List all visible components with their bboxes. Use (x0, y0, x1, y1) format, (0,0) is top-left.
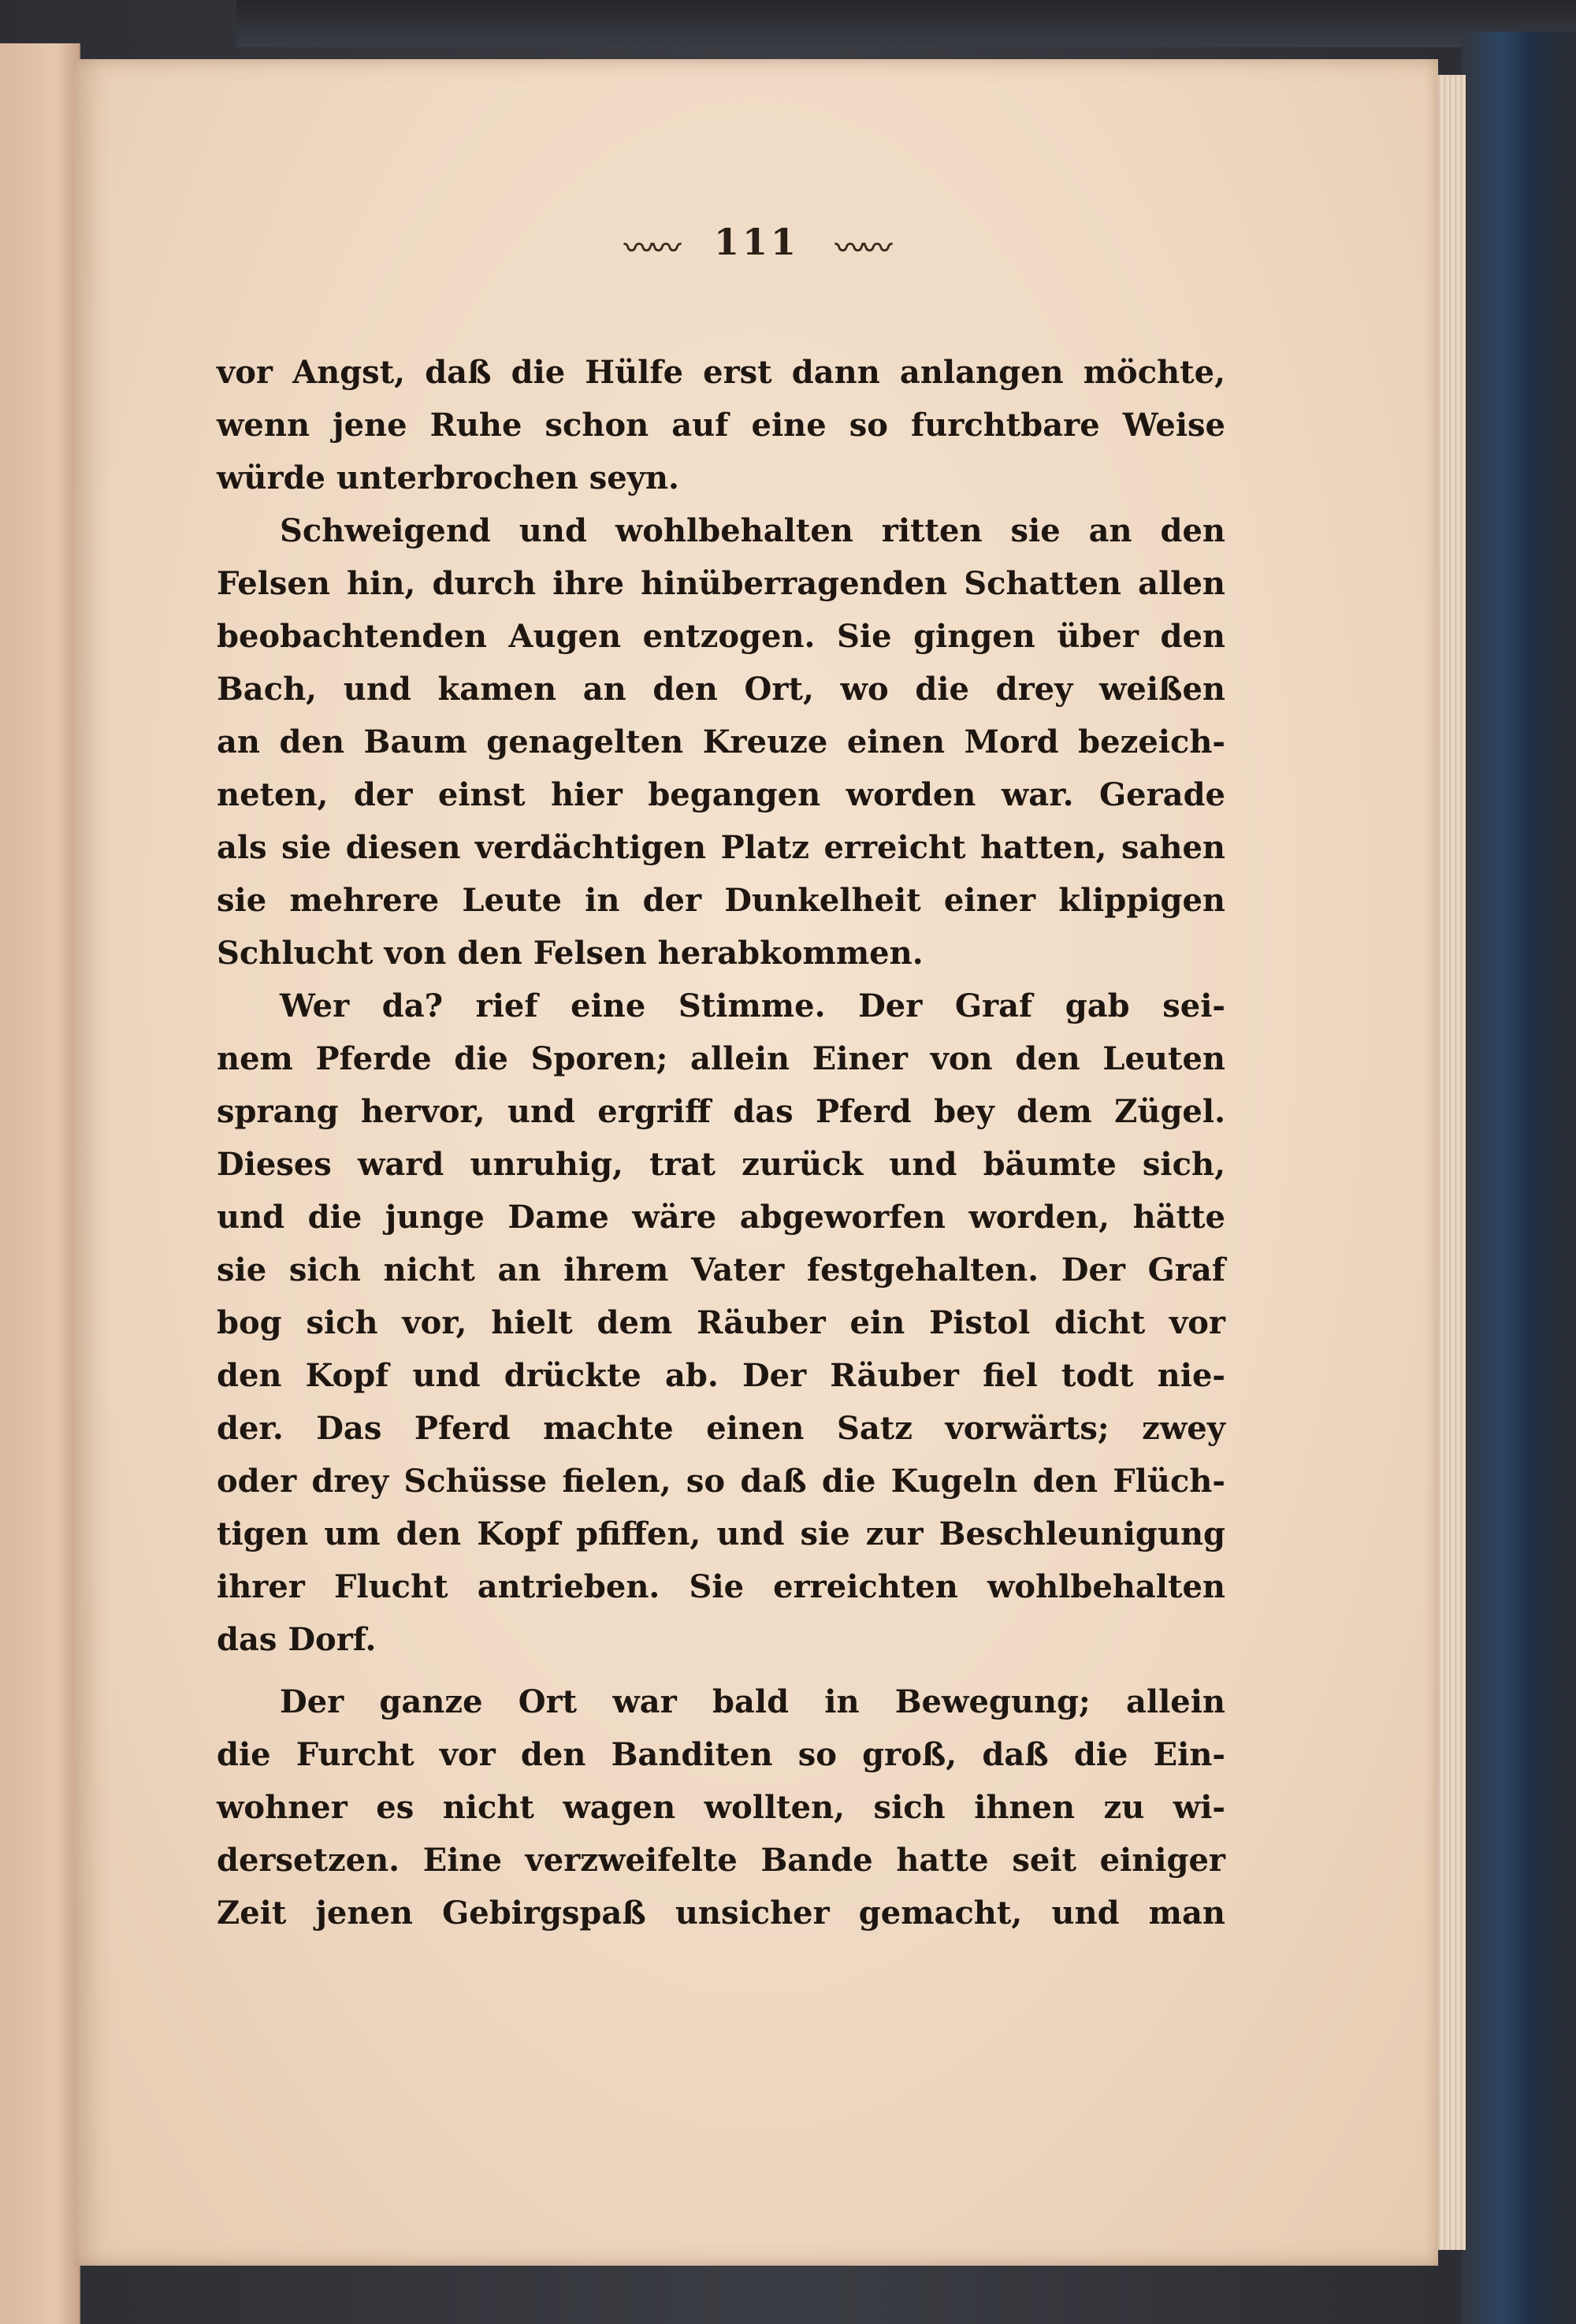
text-line: bog sich vor, hielt dem Räuber ein Pistol dicht vor (217, 1304, 1225, 1341)
text-line: Wer da? rief eine Stimme. Der Graf gab sei- (280, 987, 1225, 1024)
text-line: würde unterbrochen seyn. (217, 459, 679, 496)
text-line: den Kopf und drückte ab. Der Räuber fiel todt nie- (217, 1357, 1225, 1394)
text-line: Bach, und kamen an den Ort, wo die drey weißen (217, 671, 1225, 708)
text-line: nem Pferde die Sporen; allein Einer von den Leuten (217, 1040, 1225, 1077)
ornament-left: 〰〰 (623, 229, 678, 266)
text-line: Schweigend und wohlbehalten ritten sie an den (280, 512, 1225, 549)
text-line: Der ganze Ort war bald in Bewegung; allein (280, 1683, 1225, 1720)
text-line: ihrer Flucht antrieben. Sie erreichten wohlbehalten (217, 1568, 1225, 1605)
text-line: sprang hervor, und ergriff das Pferd bey dem Zügel. (217, 1093, 1225, 1130)
text-line: Zeit jenen Gebirgspaß unsicher gemacht, und man (217, 1895, 1225, 1932)
book-cover-top (236, 0, 1576, 47)
text-line: und die junge Dame wäre abgeworfen worden, hätte (217, 1199, 1225, 1236)
text-line: dersetzen. Eine verzweifelte Bande hatte seit einiger (217, 1842, 1225, 1879)
body-text (217, 346, 1225, 1939)
text-line: Felsen hin, durch ihre hinüberragenden Schatten allen (217, 565, 1225, 602)
text-line: neten, der einst hier begangen worden war. Gerade (217, 776, 1225, 813)
text-line: die Furcht vor den Banditen so groß, daß die Ein- (217, 1736, 1225, 1773)
text-line: an den Baum genagelten Kreuze einen Mord bezeich- (217, 723, 1225, 760)
ornament-right: 〰〰 (835, 229, 890, 266)
text-line: Dieses ward unruhig, trat zurück und bäumte sich, (217, 1146, 1225, 1183)
book-page (75, 59, 1438, 2266)
book-cover-spine (1462, 32, 1576, 2324)
text-line: sie mehrere Leute in der Dunkelheit einer klippigen (217, 882, 1225, 919)
text-line: wohner es nicht wagen wollten, sich ihnen zu wi- (217, 1789, 1225, 1826)
text-line: vor Angst, daß die Hülfe erst dann anlangen möchte, (217, 354, 1225, 391)
text-line: als sie diesen verdächtigen Platz erreicht hatten, sahen (217, 829, 1225, 866)
text-line: beobachtenden Augen entzogen. Sie gingen über den (217, 618, 1225, 655)
text-line: sie sich nicht an ihrem Vater festgehalten. Der Graf (217, 1251, 1225, 1288)
text-line: der. Das Pferd machte einen Satz vorwärts; zwey (217, 1410, 1225, 1447)
page-header (75, 221, 1438, 267)
text-line: oder drey Schüsse fielen, so daß die Kugeln den Flüch- (217, 1463, 1225, 1500)
text-line: das Dorf. (217, 1621, 377, 1658)
page-number: 111 (713, 221, 800, 263)
text-line: wenn jene Ruhe schon auf eine so furchtbare Weise (217, 407, 1225, 444)
facing-page-edge (0, 43, 80, 2324)
text-line: tigen um den Kopf pfiffen, und sie zur Beschleunigung (217, 1515, 1225, 1552)
text-line: Schlucht von den Felsen herabkommen. (217, 935, 924, 972)
